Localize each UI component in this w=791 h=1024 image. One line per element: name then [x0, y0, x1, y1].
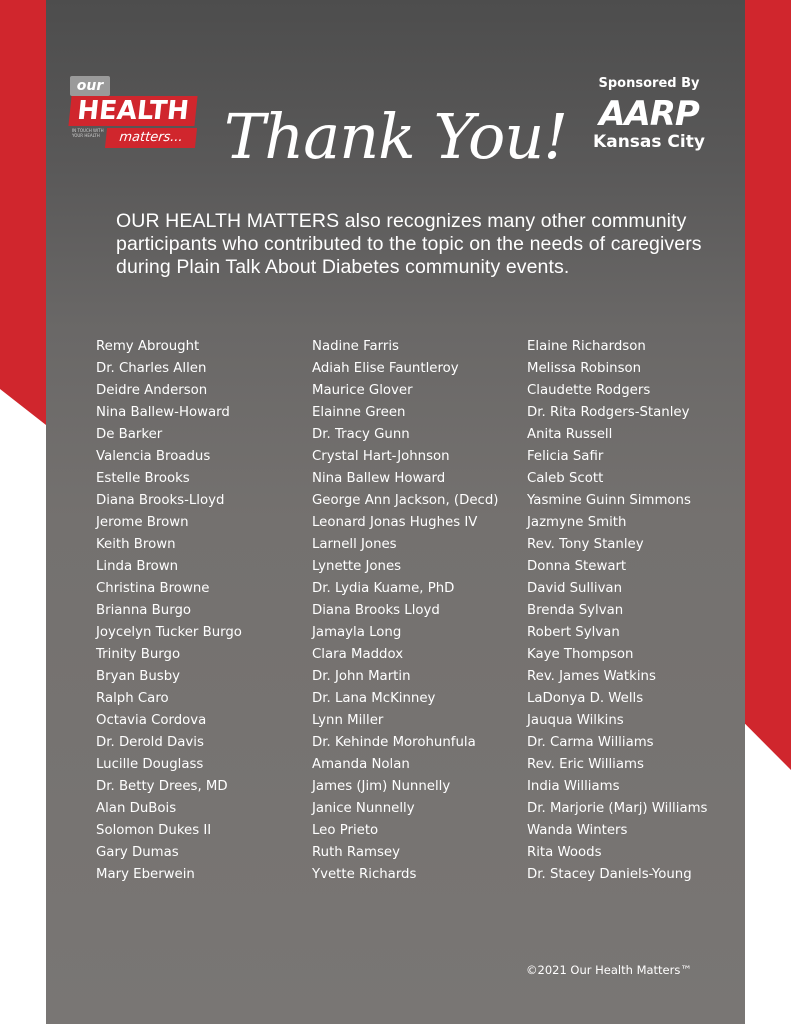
participant-name: Dr. Rita Rodgers-Stanley — [527, 405, 690, 420]
participant-name: Leo Prieto — [312, 823, 379, 838]
participant-name: Janice Nunnelly — [312, 801, 415, 816]
participant-name: Dr. Tracy Gunn — [312, 427, 410, 442]
participant-name: Rita Woods — [527, 845, 602, 860]
participant-name: Dr. Carma Williams — [527, 735, 654, 750]
participant-name: Caleb Scott — [527, 471, 604, 486]
participant-name: Bryan Busby — [96, 669, 181, 684]
participant-name: Dr. Derold Davis — [96, 735, 204, 750]
participant-name: Amanda Nolan — [312, 757, 410, 772]
participant-name: Christina Browne — [96, 581, 210, 596]
participant-name: Felicia Safir — [527, 449, 604, 464]
participant-name: Brenda Sylvan — [527, 603, 624, 618]
participant-name: Lynn Miller — [312, 713, 384, 728]
participant-name: Alan DuBois — [96, 801, 177, 816]
participant-name: Rev. James Watkins — [527, 669, 656, 684]
logo-our-text: our — [70, 76, 110, 96]
participant-name: Remy Abrought — [96, 339, 200, 354]
participant-name: Solomon Dukes II — [96, 823, 212, 838]
our-health-matters-logo — [70, 76, 196, 152]
participant-name: Estelle Brooks — [96, 471, 190, 486]
logo-health-text: HEALTH — [68, 96, 197, 126]
participant-name: Dr. Betty Drees, MD — [96, 779, 228, 794]
participant-name: Jazmyne Smith — [527, 515, 627, 530]
participant-name: Yvette Richards — [312, 867, 417, 882]
participant-name: Dr. Kehinde Morohunfula — [312, 735, 476, 750]
participant-name: Ralph Caro — [96, 691, 169, 706]
participant-name: Octavia Cordova — [96, 713, 207, 728]
participant-name: Elaine Richardson — [527, 339, 646, 354]
participant-name: David Sullivan — [527, 581, 623, 596]
right-red-band — [745, 0, 791, 770]
participant-name: George Ann Jackson, (Decd) — [312, 493, 499, 508]
participant-name: Yasmine Guinn Simmons — [527, 493, 691, 508]
participant-name: Nina Ballew-Howard — [96, 405, 230, 420]
participant-name: Dr. Lana McKinney — [312, 691, 436, 706]
participant-name: Clara Maddox — [312, 647, 404, 662]
intro-paragraph: OUR HEALTH MATTERS also recognizes many other community participants who contributed to the topic on the needs of caregivers during Plain Talk About Diabetes community events. — [116, 210, 702, 278]
participant-name: Gary Dumas — [96, 845, 179, 860]
participant-name: Dr. Marjorie (Marj) Williams — [527, 801, 708, 816]
participant-name: Robert Sylvan — [527, 625, 620, 640]
participant-name: Dr. Charles Allen — [96, 361, 207, 376]
participant-name: Lynette Jones — [312, 559, 402, 574]
participant-name: Linda Brown — [96, 559, 179, 574]
participant-name: Adiah Elise Fauntleroy — [312, 361, 459, 376]
participant-name: Ruth Ramsey — [312, 845, 400, 860]
participant-name: Dr. Lydia Kuame, PhD — [312, 581, 455, 596]
participant-name: Diana Brooks Lloyd — [312, 603, 440, 618]
participant-name: Brianna Burgo — [96, 603, 192, 618]
participant-name: Wanda Winters — [527, 823, 628, 838]
names-column-2 — [312, 336, 498, 886]
participant-name: Donna Stewart — [527, 559, 627, 574]
participant-name: De Barker — [96, 427, 163, 442]
sponsor-block — [574, 76, 724, 152]
participant-name: Rev. Eric Williams — [527, 757, 644, 772]
aarp-logo: AARP — [599, 94, 699, 134]
participant-name: Crystal Hart-Johnson — [312, 449, 450, 464]
participant-name: Diana Brooks-Lloyd — [96, 493, 225, 508]
thank-you-headline: Thank You! — [224, 100, 568, 173]
participant-name: Dr. John Martin — [312, 669, 411, 684]
participant-name: Rev. Tony Stanley — [527, 537, 644, 552]
participant-name: Leonard Jonas Hughes IV — [312, 515, 478, 530]
participant-name: Valencia Broadus — [96, 449, 211, 464]
copyright-footer: ©2021 Our Health Matters™ — [526, 963, 692, 977]
participant-name: Nadine Farris — [312, 339, 399, 354]
participant-name: Claudette Rodgers — [527, 383, 651, 398]
participant-name: Jerome Brown — [96, 515, 189, 530]
participant-name: Trinity Burgo — [96, 647, 181, 662]
aarp-city: Kansas City — [593, 132, 705, 152]
participant-name: Mary Eberwein — [96, 867, 195, 882]
participant-name: James (Jim) Nunnelly — [312, 779, 451, 794]
participant-name: Joycelyn Tucker Burgo — [96, 625, 242, 640]
participant-name: Larnell Jones — [312, 537, 397, 552]
participant-name: Kaye Thompson — [527, 647, 634, 662]
logo-matters-text: matters... — [105, 128, 197, 148]
participant-name: Jamayla Long — [312, 625, 402, 640]
participant-name: Lucille Douglass — [96, 757, 204, 772]
participant-name: Jauqua Wilkins — [527, 713, 624, 728]
participant-name: Nina Ballew Howard — [312, 471, 446, 486]
participant-name: India Williams — [527, 779, 620, 794]
participant-name: Melissa Robinson — [527, 361, 642, 376]
left-red-band — [0, 0, 46, 1024]
participant-name: Maurice Glover — [312, 383, 413, 398]
names-column-3 — [527, 336, 707, 886]
logo-tagline: IN TOUCH WITH YOUR HEALTH — [72, 128, 104, 138]
participant-name: Dr. Stacey Daniels-Young — [527, 867, 692, 882]
participant-name: LaDonya D. Wells — [527, 691, 644, 706]
participant-name: Anita Russell — [527, 427, 613, 442]
participant-name: Elainne Green — [312, 405, 406, 420]
sponsor-label: Sponsored By — [598, 76, 700, 91]
participant-name: Keith Brown — [96, 537, 176, 552]
participant-name: Deidre Anderson — [96, 383, 208, 398]
names-column-1 — [96, 336, 242, 886]
